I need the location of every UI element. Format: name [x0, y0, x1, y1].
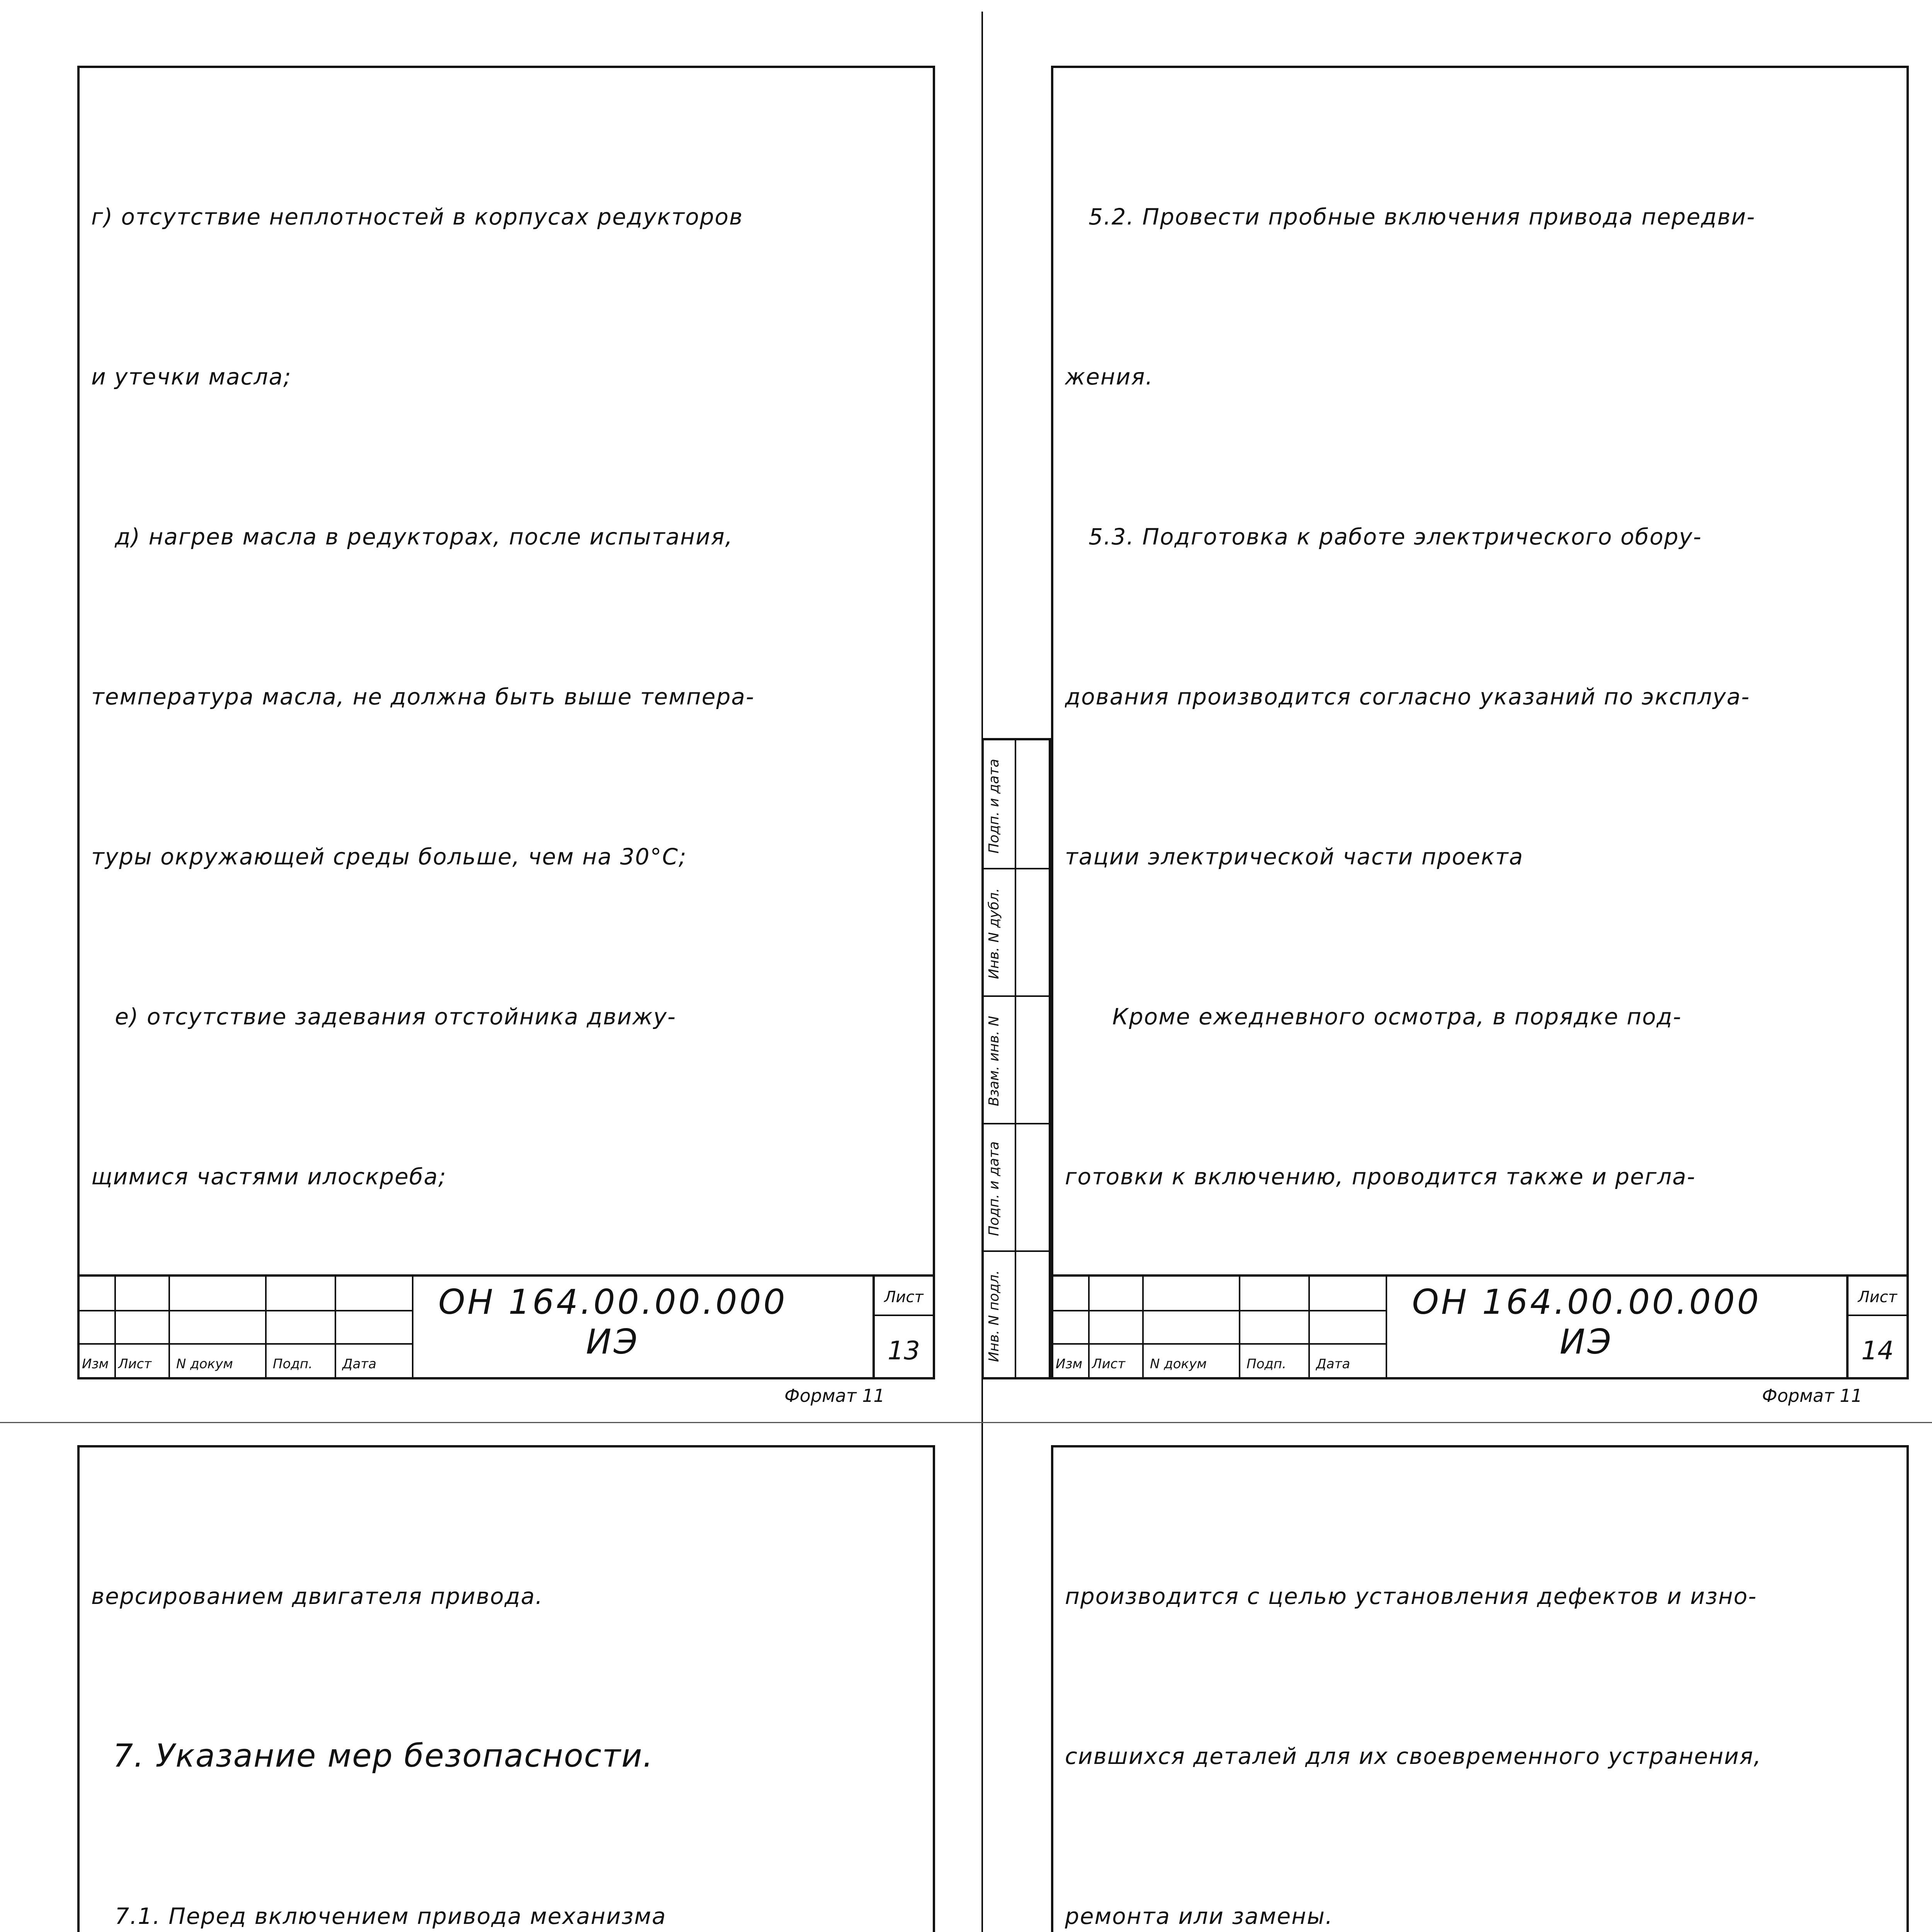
- text-line: и утечки масла;: [91, 364, 292, 390]
- document-designation: ОН 164.00.00.000 ИЭ: [438, 1282, 787, 1362]
- format-label: Формат 11: [784, 1385, 885, 1406]
- format-label: Формат 11: [1762, 1385, 1862, 1406]
- sheet-16-text: [1065, 1463, 1895, 1932]
- text-line: 5.3. Подготовка к работе электрического обору-: [1065, 524, 1702, 550]
- sheet-14-text: [1065, 83, 1895, 1254]
- text-line: 7.1. Перед включением привода механизма: [91, 1903, 667, 1929]
- title-block: [1053, 1274, 1906, 1377]
- text-line: г) отсутствие неплотностей в корпусах редукторов: [91, 204, 743, 230]
- col-label-izm: Изм: [82, 1356, 109, 1372]
- signature-strip-upper: [981, 738, 1051, 1379]
- text-line: готовки к включению, проводится также и регла-: [1065, 1163, 1696, 1190]
- strip-label: Инв. N дубл.: [986, 888, 1002, 979]
- horizontal-fold-line: [0, 1422, 1932, 1423]
- sheet-label: Лист: [1849, 1284, 1906, 1316]
- sheet-number-box: [1846, 1277, 1906, 1377]
- sheet-label: Лист: [875, 1284, 933, 1316]
- title-block: [80, 1274, 933, 1377]
- strip-label: Взам. инв. N: [986, 1016, 1002, 1106]
- strip-label: Подп. и дата: [986, 759, 1002, 854]
- text-line: ремонта или замены.: [1065, 1903, 1333, 1929]
- text-line: производится с целью установления дефектов и изно-: [1065, 1583, 1757, 1609]
- text-line: д) нагрев масла в редукторах, после испытания,: [91, 524, 733, 550]
- col-label-podp: Подп.: [273, 1356, 313, 1372]
- text-line: щимися частями илоскреба;: [91, 1163, 447, 1190]
- sheet-number: 13: [888, 1336, 920, 1366]
- col-label-list: Лист: [1092, 1356, 1126, 1372]
- text-line: тации электрической части проекта: [1065, 844, 1524, 870]
- sheet-number-box: [872, 1277, 933, 1377]
- sheet-15: [77, 1445, 935, 1932]
- col-label-izm: Изм: [1056, 1356, 1083, 1372]
- strip-label: Инв. N подл.: [986, 1270, 1002, 1362]
- sheet-15-text: [91, 1463, 921, 1932]
- col-label-ndokum: N докум: [1150, 1356, 1207, 1372]
- col-label-ndokum: N докум: [176, 1356, 233, 1372]
- col-label-list: Лист: [118, 1356, 152, 1372]
- sheet-13-text: [91, 83, 921, 1254]
- text-line: дования производится согласно указаний по эксплуа-: [1065, 684, 1750, 710]
- text-line: жения.: [1065, 364, 1153, 390]
- sheet-number: 14: [1861, 1336, 1894, 1366]
- revision-column-labels: [80, 1344, 412, 1377]
- section-heading: 7. Указание мер безопасности.: [91, 1738, 654, 1774]
- text-line: туры окружающей среды больше, чем на 30°С;: [91, 844, 687, 870]
- sheet-14: [1051, 66, 1909, 1379]
- text-line: версированием двигателя привода.: [91, 1583, 543, 1609]
- col-label-podp: Подп.: [1247, 1356, 1286, 1372]
- text-line: температура масла, не должна быть выше темпера-: [91, 684, 755, 710]
- text-line: е) отсутствие задевания отстойника движу-: [91, 1003, 677, 1030]
- revision-column-labels: [1053, 1344, 1386, 1377]
- col-label-data: Дата: [1316, 1356, 1350, 1372]
- text-line: Кроме ежедневного осмотра, в порядке под-: [1065, 1003, 1682, 1030]
- text-line: 5.2. Провести пробные включения привода передви-: [1065, 204, 1756, 230]
- sheet-16: [1051, 1445, 1909, 1932]
- text-line: сившихся деталей для их своевременного устранения,: [1065, 1743, 1762, 1769]
- col-label-data: Дата: [342, 1356, 377, 1372]
- document-designation: ОН 164.00.00.000 ИЭ: [1412, 1282, 1761, 1362]
- sheet-13: [77, 66, 935, 1379]
- strip-label: Подп. и дата: [986, 1141, 1002, 1236]
